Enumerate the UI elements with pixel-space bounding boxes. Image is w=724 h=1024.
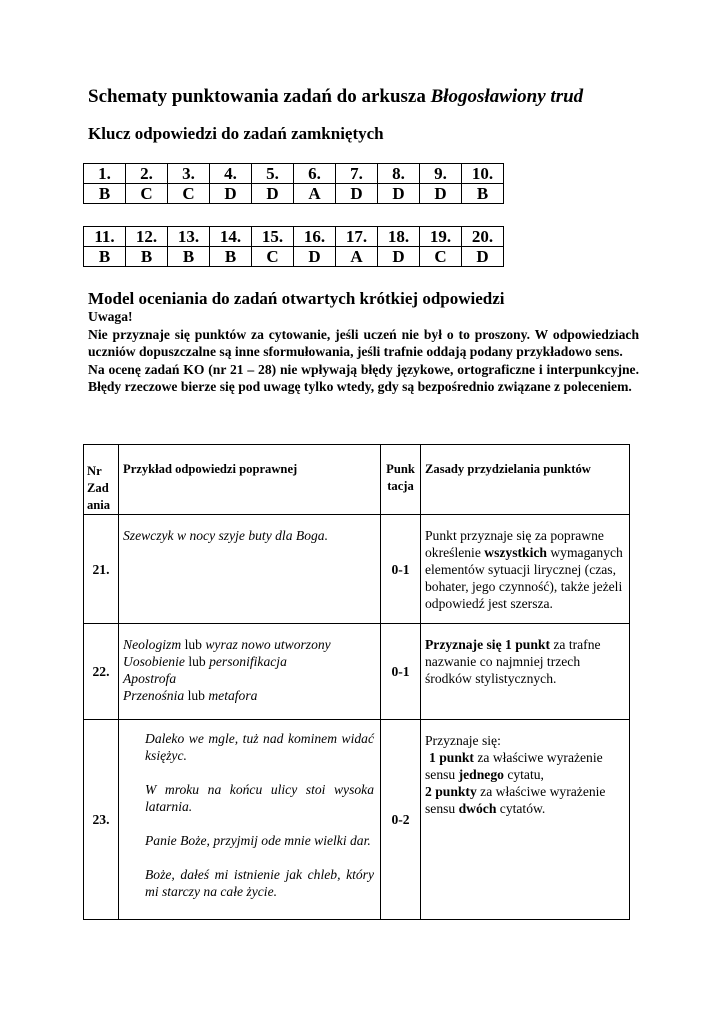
key-number: 18. xyxy=(378,227,420,247)
key-number: 19. xyxy=(420,227,462,247)
answer-connector: lub xyxy=(184,688,209,703)
answer-term: Uosobienie xyxy=(123,654,185,669)
key-number: 17. xyxy=(336,227,378,247)
rules-cell xyxy=(421,624,630,720)
quote: Boże, dałeś mi istnienie jak chleb, który mi starczy na całe życie. xyxy=(145,867,374,899)
rules-part: za właściwe wyrażenie sensu xyxy=(425,784,606,816)
rules-part: wymaganych elementów sytuacji lirycznej (czas, bohater, jego czynność), także jeżeli odpowiedź jest szersza. xyxy=(425,545,623,611)
answer-connector: lub xyxy=(184,654,210,669)
key-number: 14. xyxy=(210,227,252,247)
key-number: 3. xyxy=(168,164,210,184)
table-row xyxy=(84,624,630,720)
answer-term: wyraz nowo utworzony xyxy=(205,637,331,652)
key-answer: B xyxy=(210,247,252,267)
example-answer: Szewczyk w nocy szyje buty dla Boga. xyxy=(123,528,328,543)
key-answer: B xyxy=(168,247,210,267)
key-answer: C xyxy=(420,247,462,267)
key-answer: B xyxy=(126,247,168,267)
answer-connector: lub xyxy=(184,637,206,652)
key-answer: D xyxy=(378,184,420,204)
rules-bold: 2 punkty xyxy=(425,784,477,799)
rules-part: cytatów. xyxy=(496,801,546,816)
key-number: 7. xyxy=(336,164,378,184)
answer-line xyxy=(123,636,376,653)
answer-key-table-2 xyxy=(83,226,504,267)
rules-part: Punkt przyznaje się za poprawne określenie xyxy=(425,528,604,560)
rules-text xyxy=(421,515,629,616)
key-number: 4. xyxy=(210,164,252,184)
answer-term: personifikacja xyxy=(209,654,287,669)
rules-text xyxy=(421,624,629,691)
rules-bold: dwóch xyxy=(458,801,497,816)
key-answer: B xyxy=(462,184,504,204)
row-number: 23. xyxy=(84,720,119,920)
answer-term: Przenośnia xyxy=(123,688,185,703)
key-answer: C xyxy=(126,184,168,204)
key-number: 11. xyxy=(84,227,126,247)
row-points: 0-2 xyxy=(381,720,421,920)
key-answers-row xyxy=(84,247,504,267)
example-answer-list xyxy=(119,624,380,708)
rules-line xyxy=(425,749,625,766)
header-example xyxy=(119,445,381,515)
title-italic: Błogosławiony trud xyxy=(430,86,584,107)
row-number: 21. xyxy=(84,515,119,624)
rules-bold: jednego xyxy=(458,767,504,782)
rules-part: za właściwe wyrażenie xyxy=(473,750,603,765)
notes-block xyxy=(88,308,639,396)
header-nr-line: ania xyxy=(87,498,111,512)
rules-bold: Przyznaje się 1 punkt xyxy=(425,637,550,652)
key-answer: D xyxy=(210,184,252,204)
key-number: 20. xyxy=(462,227,504,247)
header-nr xyxy=(84,445,119,515)
rules-cell xyxy=(421,720,630,920)
key-answer: D xyxy=(336,184,378,204)
quote: W mroku na końcu ulicy stoi wysoka latarnia. xyxy=(145,782,374,814)
header-nr-line: Zad xyxy=(87,481,109,495)
example-answer-cell xyxy=(119,624,381,720)
note-paragraph-2: Na ocenę zadań KO (nr 21 – 28) nie wpływają błędy językowe, ortograficzne i interpunkcyjne. Błędy rzeczowe bierze się pod uwagę tylko wtedy, gdy są bezpośrednio związane z poleceniem. xyxy=(88,361,639,394)
key-answer: B xyxy=(84,247,126,267)
rules-text xyxy=(421,720,629,821)
key-number: 10. xyxy=(462,164,504,184)
key-answer: D xyxy=(252,184,294,204)
title-text: Schematy punktowania zadań do arkusza xyxy=(88,86,431,107)
key-number: 16. xyxy=(294,227,336,247)
answer-line xyxy=(123,653,376,670)
rules-line: sensu jednego cytatu, xyxy=(425,767,544,782)
answer-line xyxy=(123,670,376,687)
quote-list xyxy=(119,720,380,904)
key-number: 12. xyxy=(126,227,168,247)
key-answer: D xyxy=(294,247,336,267)
example-answer-cell xyxy=(119,515,381,624)
row-points: 0-1 xyxy=(381,515,421,624)
key-number: 8. xyxy=(378,164,420,184)
table-row xyxy=(84,515,630,624)
row-number: 22. xyxy=(84,624,119,720)
key-answer: D xyxy=(420,184,462,204)
rules-cell xyxy=(421,515,630,624)
answer-line xyxy=(123,687,376,704)
answer-key-heading: Klucz odpowiedzi do zadań zamkniętych xyxy=(88,124,384,143)
rules-bold: wszystkich xyxy=(484,545,547,560)
scoring-header-row xyxy=(84,445,630,515)
model-heading: Model oceniania do zadań otwartych krótkiej odpowiedzi xyxy=(88,289,505,308)
quote: Panie Boże, przyjmij ode mnie wielki dar. xyxy=(145,833,371,848)
quote: Daleko we mgle, tuż nad kominem widać księżyc. xyxy=(145,731,374,763)
key-numbers-row xyxy=(84,164,504,184)
header-points-line: Punk xyxy=(386,462,415,476)
answer-term: Neologizm xyxy=(123,637,185,652)
table-row xyxy=(84,720,630,920)
rules-line xyxy=(425,783,625,817)
header-rules xyxy=(421,445,630,515)
key-numbers-row xyxy=(84,227,504,247)
header-rules-text: Zasady przydzielania punktów xyxy=(425,462,591,476)
key-answer: A xyxy=(336,247,378,267)
key-number: 2. xyxy=(126,164,168,184)
key-answer: D xyxy=(462,247,504,267)
example-answer-cell xyxy=(119,720,381,920)
note-warning: Uwaga! xyxy=(88,309,133,324)
key-answer: C xyxy=(252,247,294,267)
key-number: 5. xyxy=(252,164,294,184)
key-number: 1. xyxy=(84,164,126,184)
header-points xyxy=(381,445,421,515)
answer-term: metafora xyxy=(208,688,258,703)
key-number: 15. xyxy=(252,227,294,247)
key-answers-row xyxy=(84,184,504,204)
key-answer: D xyxy=(378,247,420,267)
key-answer: A xyxy=(294,184,336,204)
header-nr-line: Nr xyxy=(87,464,102,478)
key-answer: C xyxy=(168,184,210,204)
document-title xyxy=(88,86,583,108)
header-points-line: tacja xyxy=(387,479,414,493)
key-number: 6. xyxy=(294,164,336,184)
rules-part: cytatu, xyxy=(503,767,544,782)
key-answer: B xyxy=(84,184,126,204)
note-paragraph-1: Nie przyznaje się punktów za cytowanie, jeśli uczeń nie był o to proszony. W odpowiedziach uczniów dopuszczalne są inne sformułowania, jeśli trafnie oddają podany przykładowo sens. xyxy=(88,326,639,359)
scoring-table xyxy=(83,444,630,920)
row-points: 0-1 xyxy=(381,624,421,720)
key-number: 9. xyxy=(420,164,462,184)
header-example-text: Przykład odpowiedzi poprawnej xyxy=(123,462,298,476)
rules-part: za trafne nazwanie co najmniej trzech środków stylistycznych. xyxy=(425,637,601,686)
rules-intro: Przyznaje się: xyxy=(425,733,501,748)
answer-key-table-1 xyxy=(83,163,504,204)
rules-bold: 1 punkt xyxy=(429,750,474,765)
key-number: 13. xyxy=(168,227,210,247)
answer-term: Apostrofa xyxy=(123,671,177,686)
